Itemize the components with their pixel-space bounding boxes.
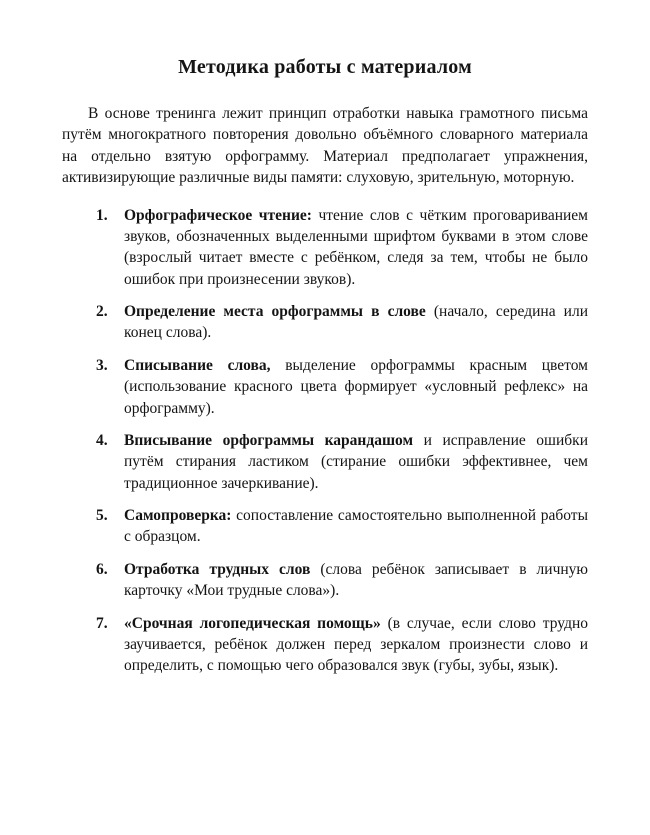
numbered-list	[96, 205, 588, 677]
list-item-text	[124, 613, 588, 677]
list-item	[96, 430, 588, 494]
list-item-lead: Определение места орфограммы в слове	[124, 303, 426, 320]
list-item-number: 5.	[96, 507, 108, 524]
list-item-body: и исправление ошибки путём стирания ластиком (стирание ошибки эффективнее, чем традиционное зачеркивание).	[124, 431, 588, 492]
list-item	[96, 559, 588, 602]
list-item-lead: Орфографическое чтение:	[124, 206, 312, 224]
list-item-lead: Отработка трудных слов	[124, 560, 311, 578]
list-item-body: (начало, середина или конец слова).	[124, 303, 588, 342]
list-item-body: чтение слов с чётким проговариванием звуков, обозначенных выделенными шрифтом буквами в этом слове (взрослый читает вместе с ребёнком, следя за тем, чтобы не было ошибок при произнесении звуков).	[124, 206, 588, 288]
list-item-text	[124, 559, 588, 602]
list-item	[96, 613, 588, 677]
list-item-body: (слова ребёнок записывает в личную карточку «Мои трудные слова»).	[124, 560, 588, 600]
list-item-number: 4.	[96, 431, 108, 449]
list-item-body: выделение орфограммы красным цветом (использование красного цвета формирует «условный рефлекс» на орфограмму).	[124, 356, 588, 417]
list-item-text	[124, 205, 588, 291]
list-item-body: (в случае, если слово трудно заучивается, ребёнок должен перед зеркалом произнести слово и определить, с помощью чего образовался звук (губы, зубы, язык).	[124, 614, 588, 675]
list-item-number: 3.	[96, 356, 108, 374]
list-item	[96, 301, 588, 344]
list-item	[96, 505, 588, 548]
list-item-text	[124, 505, 588, 548]
intro-paragraph: В основе тренинга лежит принцип отработки навыка грамотного письма путём многократного повторения довольно объёмного словарного материала на отдельно взятую орфограмму. Материал предполагает упражнения, активизирующие различные виды памяти: слуховую, зрительную, моторную.	[62, 105, 588, 187]
list-item-body: сопоставление самостоятельно выполненной работы с образцом.	[124, 507, 588, 546]
list-item-number: 7.	[96, 614, 108, 632]
list-item-text	[124, 430, 588, 494]
list-item-lead: «Срочная логопедическая помощь»	[124, 614, 381, 632]
list-item-number: 6.	[96, 560, 108, 578]
list-item	[96, 205, 588, 291]
list-item-number: 2.	[96, 303, 108, 320]
list-item	[96, 355, 588, 419]
list-item-lead: Самопроверка:	[124, 507, 232, 524]
list-item-lead: Вписывание орфограммы карандашом	[124, 431, 414, 449]
list-item-text	[124, 301, 588, 344]
list-item-lead: Списывание слова,	[124, 356, 271, 374]
page-title: Методика работы с материалом	[178, 56, 472, 78]
list-item-number: 1.	[96, 206, 108, 224]
list-item-text	[124, 355, 588, 419]
